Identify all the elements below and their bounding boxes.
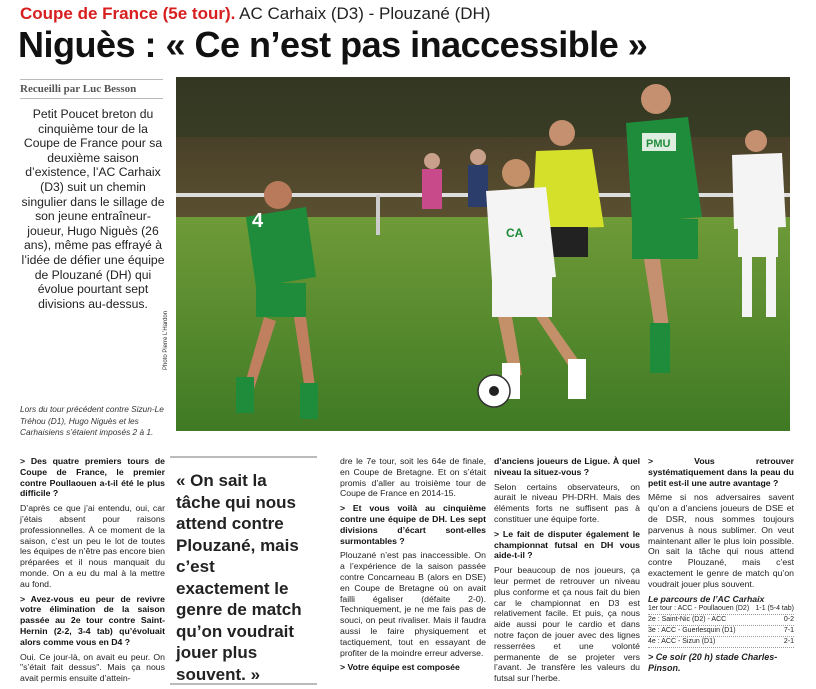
football-scene xyxy=(176,77,790,431)
answer-4: Selon certains observateurs, on aurait le niveau PH-DRH. Mais des éléments forts ne suffisent pas à constituer une équipe forte. xyxy=(494,481,640,524)
answer-6: Même si nos adversaires savent qu’on a d’anciens joueurs de DSE et de DSR, nous sommes toujours parvenus à nous sublimer. On veut maintenant aller le plus loin possible. On sait la tâche qui nous attend contre Plouzané, mais c’est exactement le genre de match qu’on voudrait jouer plus souvent. xyxy=(648,492,794,589)
match-photo xyxy=(176,77,790,431)
question-3: > Et vous voilà au cinquième contre une équipe de DH. Les sept divisions d’écart sont-elles surmontables ? xyxy=(340,503,486,546)
photo-caption: Lors du tour précédent contre Sizun-Le Tréhou (D1), Hugo Niguès et les Carhaisiens s’étaient imposés 2 à 1. xyxy=(20,404,164,437)
answer-5: Pour beaucoup de nos joueurs, ça leur permet de retrouver un niveau plus conforme et ça nous fait du bien car le championnat en D3 est relativement facile. Et puis, ça nous aide aussi pour le cardio et dans notre façon de jouer avec des lignes resserrées et une volonté permanente de se projeter vers l’avant. Je transfère les valeurs du futsal sur l’herbe. xyxy=(494,565,640,684)
photo-credit: Photo Pierre L’Hardon xyxy=(163,310,169,370)
answer-continued: dre le 7e tour, soit les 64e de finale, en Coupe de Bretagne. Et on s’était promis d’aller au troisième tour de Coupe de France en 2014-15. xyxy=(340,456,486,499)
question-6: > Vous retrouver systématiquement dans la peau du petit est-il une autre avantage ? xyxy=(648,456,794,488)
question-4-end: d’anciens joueurs de Ligue. À quel niveau la situez-vous ? xyxy=(494,456,640,477)
pull-quote-text: « On sait la tâche qui nous attend contre Plouzané, mais c’est exactement le genre de match qu’on voudrait jouer plus souvent. » xyxy=(176,471,302,684)
byline: Recueilli par Luc Besson xyxy=(20,79,163,99)
column-3 xyxy=(340,456,486,677)
question-2: > Avez-vous eu peur de revivre votre élimination de la saison passée au 2e tour contre Saint-Hernin (2-2, 3-4 tab) qu’évoluait alors comme vous en D4 ? xyxy=(20,593,165,647)
parcours-title: Le parcours de l’AC Carhaix xyxy=(648,593,765,604)
question-4: > Votre équipe est composée xyxy=(340,662,460,673)
column-1 xyxy=(20,456,165,688)
kicker xyxy=(20,4,490,24)
svg-text:CA: CA xyxy=(506,226,524,240)
headline: Niguès : « Ce n’est pas inaccessible » xyxy=(18,24,648,65)
parcours-row: 3e : ACC - Guerlesquin (D1) 7-1 xyxy=(648,626,794,637)
competition-label: Coupe de France (5e tour). xyxy=(20,4,236,23)
match-label: AC Carhaix (D3) - Plouzané (DH) xyxy=(239,4,491,23)
football xyxy=(478,375,510,407)
answer-1: D’après ce que j’ai entendu, oui, car j’étais absent pour raisons professionnelles. À ce moment de la saison, c’est un peu le lot de toutes les équipes de n’être pas encore bien préparées et il nous manquait du monde. On a eu du mal à la mettre au fond. xyxy=(20,503,165,589)
intro-text: Petit Poucet breton du cinquième tour de la Coupe de France pour sa deuxième saison d’existence, l’AC Carhaix (D3) suit un chemin singulier dans le sillage de son jeune entraîneur-joueur, Hugo Niguès (26 ans), même pas effrayé à l’idée de défier une équipe de Plouzané (DH) qui évolue pourtant sept divisions au-dessus. xyxy=(21,107,165,311)
parcours-row: 2e : Saint-Nic (D2) - ACC 0-2 xyxy=(648,615,794,626)
svg-text:4: 4 xyxy=(252,210,264,232)
pull-quote xyxy=(170,456,317,685)
match-time: > Ce soir (20 h) stade Charles-Pinson. xyxy=(648,652,778,674)
answer-3: Plouzané n’est pas inaccessible. On a l’expérience de la saison passée contre Concarneau B (alors en DSE) en Coupe de Bretagne où on avait failli égaliser (défaite 2-0). Techniquement, je ne me fais pas de souci, on peut rivaliser. Mais il faudra aussi le faire physiquement et tactiquement, tout en essayant de profiter de la moindre erreur adverse. xyxy=(340,550,486,658)
parcours-row: 4e : ACC - Sizun (D1) 2-1 xyxy=(648,637,794,648)
question-1: > Des quatre premiers tours de Coupe de France, le premier contre Poullaouen a-t-il été le plus difficile ? xyxy=(20,456,165,499)
answer-2: Oui. Ce jour-là, on avait eu peur. On "s’était fait dessus". Mais ça nous avait permis ensuite d’attein- xyxy=(20,651,165,684)
column-4 xyxy=(494,456,640,688)
svg-text:PMU: PMU xyxy=(646,138,671,150)
column-5 xyxy=(648,456,794,674)
question-5: > Le fait de disputer également le championnat futsal en DH vous aide-t-il ? xyxy=(494,528,640,561)
parcours-list xyxy=(648,604,794,648)
parcours-row: 1er tour : ACC - Poullaouen (D2) 1-1 (5-4 tab) xyxy=(648,604,794,615)
